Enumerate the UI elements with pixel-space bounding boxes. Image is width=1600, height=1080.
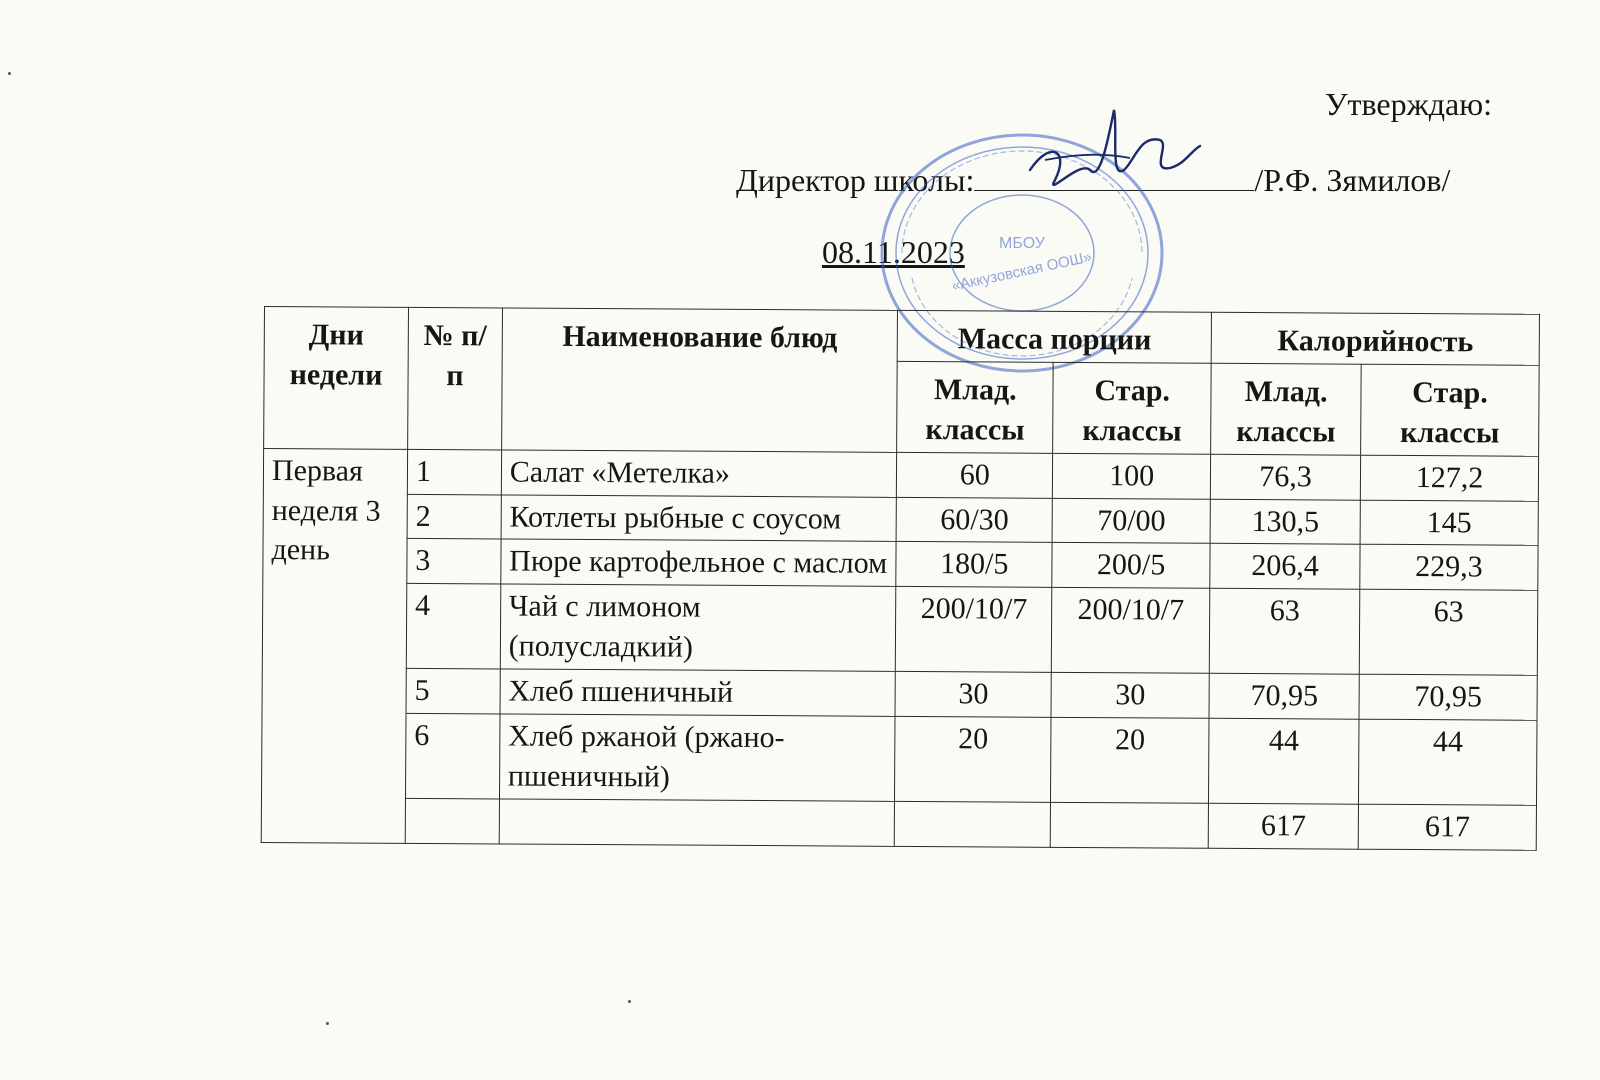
cal-senior: 127,2: [1360, 455, 1538, 501]
total-num-empty: [405, 798, 499, 843]
table-row: [263, 493, 1538, 546]
mass-junior: 200/10/7: [896, 587, 1052, 673]
total-name-empty: [499, 799, 895, 846]
cal-senior: 44: [1359, 719, 1537, 805]
header-num: № п/п: [408, 307, 503, 449]
director-signature: [1010, 100, 1210, 210]
day-cell: Первая неделя 3 день: [261, 448, 407, 843]
mass-senior: 70/00: [1052, 498, 1210, 544]
menu-table: [261, 306, 1540, 850]
dish-name: Хлеб пшеничный: [500, 669, 896, 716]
cal-junior: 76,3: [1211, 454, 1361, 500]
director-label: Директор школы:: [736, 162, 975, 198]
mass-senior: 200/10/7: [1052, 588, 1210, 674]
scan-speck: [326, 1022, 329, 1025]
dish-name: Салат «Метелка»: [501, 450, 897, 497]
row-num: 2: [407, 494, 501, 539]
dish-name: Чай с лимоном (полусладкий): [500, 584, 896, 671]
header-row-1: [264, 307, 1539, 366]
table-row: [263, 448, 1538, 501]
header-mass-senior: Стар. классы: [1053, 362, 1211, 454]
total-row: [261, 797, 1536, 850]
row-num: 5: [406, 669, 500, 714]
mass-senior: 200/5: [1052, 543, 1210, 589]
dish-name: Хлеб ржаной (ржано-пшеничный): [499, 714, 895, 801]
header-mass-junior: Млад. классы: [897, 361, 1053, 453]
table-row: [262, 583, 1537, 676]
mass-senior: 100: [1053, 453, 1211, 499]
cal-junior: 44: [1209, 718, 1359, 804]
mass-junior: 30: [895, 671, 1051, 717]
approve-label: Утверждаю:: [1324, 86, 1492, 122]
total-cal-junior: 617: [1208, 803, 1358, 849]
stamp-text-2: «Аккузовская ООШ»: [950, 248, 1094, 295]
mass-junior: 60/30: [896, 497, 1052, 543]
total-mass-senior-empty: [1050, 802, 1208, 848]
cal-junior: 206,4: [1210, 544, 1360, 590]
row-num: 1: [407, 449, 501, 494]
total-cal-senior: 617: [1358, 804, 1536, 850]
table-row: [262, 668, 1537, 721]
header-mass: Масса порции: [898, 310, 1212, 363]
header-cal-junior: Млад. классы: [1211, 363, 1361, 455]
cal-junior: 130,5: [1210, 499, 1360, 545]
mass-junior: 20: [895, 716, 1051, 802]
header-calories: Калорийность: [1211, 312, 1539, 365]
mass-senior: 30: [1051, 672, 1209, 718]
dish-name: Котлеты рыбные с соусом: [501, 495, 897, 542]
cal-junior: 63: [1209, 589, 1359, 675]
scan-speck: [8, 72, 11, 75]
header-days: Дни недели: [264, 307, 409, 450]
table-row: [263, 538, 1538, 591]
header-cal-senior: Стар. классы: [1361, 364, 1539, 456]
table-row: [261, 713, 1536, 806]
mass-junior: 60: [897, 452, 1053, 498]
row-num: 3: [407, 539, 501, 584]
cal-junior: 70,95: [1209, 673, 1359, 719]
header-name: Наименование блюд: [501, 308, 897, 452]
stamp-text-1: МБОУ: [999, 235, 1045, 252]
total-mass-junior-empty: [895, 801, 1051, 847]
scan-speck: [628, 1000, 631, 1003]
cal-senior: 145: [1360, 500, 1538, 546]
cal-senior: 63: [1359, 590, 1537, 676]
mass-junior: 180/5: [896, 542, 1052, 588]
dish-name: Пюре картофельное с маслом: [501, 539, 897, 586]
director-name: /Р.Ф. Зямилов/: [1254, 162, 1451, 198]
row-num: 4: [406, 584, 500, 669]
cal-senior: 70,95: [1359, 674, 1537, 720]
row-num: 6: [405, 713, 499, 798]
mass-senior: 20: [1051, 717, 1209, 803]
cal-senior: 229,3: [1360, 545, 1538, 591]
approval-date: 08.11.2023: [822, 234, 965, 270]
